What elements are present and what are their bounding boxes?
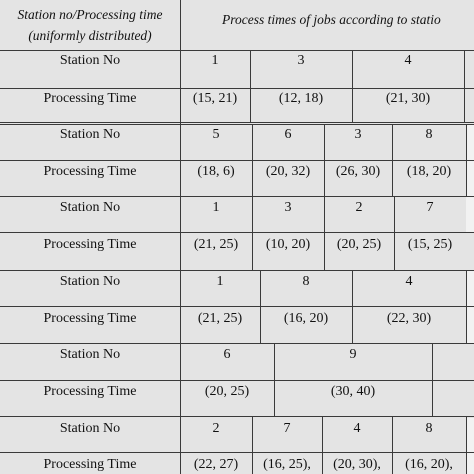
- time-cell: (20, 25): [336, 237, 382, 252]
- col-divider: [260, 270, 261, 343]
- row-label-station-no-4: Station No: [59, 274, 121, 289]
- col-divider: [252, 196, 253, 270]
- station-cell: 1: [216, 274, 224, 289]
- row-divider: [0, 270, 474, 271]
- time-cell: (20, 25): [204, 384, 250, 399]
- station-cell: 6: [223, 347, 231, 362]
- header-col1-line1: Station no/Processing time: [17, 7, 163, 22]
- row-divider: [0, 88, 474, 89]
- row-label-station-no-5: Station No: [59, 347, 121, 362]
- col-divider: [466, 270, 467, 343]
- station-cell: 3: [354, 127, 362, 142]
- col-divider: [250, 50, 251, 122]
- station-cell: 4: [405, 274, 413, 289]
- row-divider: [0, 124, 474, 125]
- time-cell: (10, 20): [265, 237, 311, 252]
- row-label-processing-time-1: Processing Time: [43, 91, 137, 106]
- station-cell: 1: [212, 200, 220, 215]
- time-cell: (20, 30),: [333, 457, 381, 472]
- row-label-processing-time-4: Processing Time: [43, 311, 137, 326]
- edge-strip: [466, 418, 474, 474]
- col-divider: [352, 50, 353, 122]
- row-divider: [0, 380, 474, 381]
- header-station-processing-time: [0, 0, 180, 50]
- row-label-station-no-1: Station No: [59, 53, 121, 68]
- col-divider: [466, 124, 467, 196]
- col-divider: [352, 270, 353, 343]
- time-cell: (16, 20): [283, 311, 329, 326]
- station-cell: 1: [211, 53, 219, 68]
- time-cell: (21, 25): [197, 311, 243, 326]
- time-cell: (26, 30): [335, 164, 381, 179]
- station-cell: 5: [212, 127, 220, 142]
- edge-strip: [466, 124, 474, 232]
- col-divider: [392, 416, 393, 474]
- row-divider: [0, 122, 474, 123]
- station-cell: 2: [355, 200, 363, 215]
- col-divider: [392, 124, 393, 196]
- header-col2-text: Process times of jobs according to statio: [222, 12, 441, 27]
- col-divider: [274, 343, 275, 416]
- row-label-processing-time-3: Processing Time: [43, 237, 137, 252]
- station-cell: 7: [426, 200, 434, 215]
- station-cell: 7: [283, 421, 291, 436]
- row-label-station-no-6: Station No: [59, 421, 121, 436]
- time-cell: (18, 6): [197, 164, 235, 179]
- row-divider: [0, 306, 474, 307]
- row-label-station-no-3: Station No: [59, 200, 121, 215]
- time-cell: (22, 27): [193, 457, 239, 472]
- col-divider: [252, 416, 253, 474]
- station-cell: 9: [349, 347, 357, 362]
- header-process-times: [222, 0, 474, 40]
- col-divider: [252, 124, 253, 196]
- col-divider: [322, 416, 323, 474]
- time-cell: (21, 30): [385, 91, 431, 106]
- time-cell: (21, 25): [193, 237, 239, 252]
- time-cell: (16, 25),: [263, 457, 311, 472]
- time-cell: (16, 20),: [405, 457, 453, 472]
- time-cell: (18, 20): [406, 164, 452, 179]
- row-divider: [0, 50, 474, 51]
- station-cell: 8: [302, 274, 310, 289]
- station-cell: 6: [284, 127, 292, 142]
- station-cell: 3: [284, 200, 292, 215]
- row-label-processing-time-5: Processing Time: [43, 384, 137, 399]
- col-divider: [324, 196, 325, 270]
- station-cell: 2: [212, 421, 220, 436]
- row-divider: [0, 416, 474, 417]
- col-divider: [464, 50, 465, 122]
- row-divider: [0, 232, 474, 233]
- edge-strip: [466, 271, 474, 344]
- station-cell: 4: [353, 421, 361, 436]
- row-divider: [0, 196, 474, 197]
- time-cell: (15, 25): [407, 237, 453, 252]
- row-divider: [0, 343, 474, 344]
- col-divider: [394, 196, 395, 270]
- col-divider: [466, 416, 467, 474]
- row-divider: [0, 452, 474, 453]
- time-cell: (12, 18): [278, 91, 324, 106]
- time-cell: (22, 30): [386, 311, 432, 326]
- time-cell: (20, 32): [265, 164, 311, 179]
- row-divider: [0, 160, 474, 161]
- time-cell: (15, 21): [192, 91, 238, 106]
- col-divider: [432, 343, 433, 416]
- col-divider: [324, 124, 325, 196]
- station-cell: 3: [297, 53, 305, 68]
- station-cell: 4: [404, 53, 412, 68]
- row-label-station-no-2: Station No: [59, 127, 121, 142]
- time-cell: (30, 40): [330, 384, 376, 399]
- label-column-divider: [180, 0, 181, 474]
- station-cell: 8: [425, 127, 433, 142]
- row-label-processing-time-6: Processing Time: [43, 457, 137, 472]
- header-col1-line2: (uniformly distributed): [28, 28, 152, 43]
- station-cell: 8: [425, 421, 433, 436]
- row-label-processing-time-2: Processing Time: [43, 164, 137, 179]
